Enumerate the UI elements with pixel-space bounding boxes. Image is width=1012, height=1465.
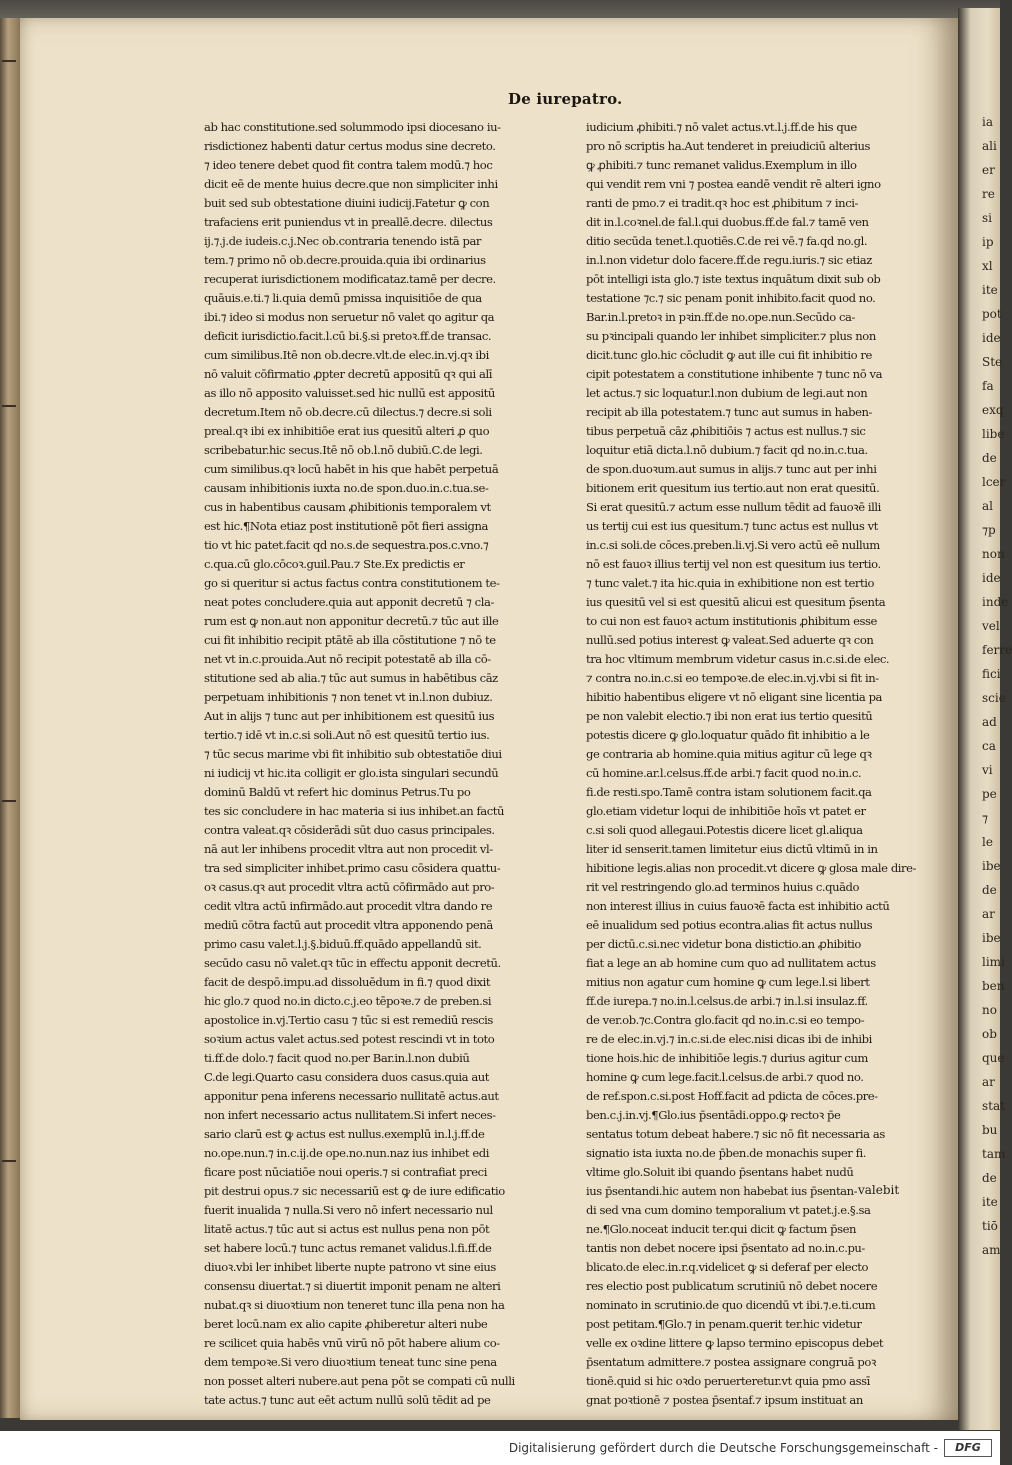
- text-line: quāuis.e.ti.⁊ li.quia demū pmissa inquisitiōe de qua: [204, 291, 482, 305]
- text-line: decretum.Item nō ob.decre.cū dilectus.⁊ decre.si soli: [204, 405, 492, 419]
- text-line: cipit potestatem a constitutione inhibente ⁊ tunc nō va: [586, 367, 883, 381]
- text-line: tate actus.⁊ tunc aut eēt actum nullū solū tēdit ad pe: [204, 1393, 491, 1407]
- text-line: apostolice in.vj.Tertio casu ⁊ tūc si est remediū rescis: [204, 1013, 493, 1027]
- text-line: potestis dicere ꝙ glo.loquatur quādo fit inhibitio a le: [586, 728, 870, 742]
- dfg-logo: DFG: [944, 1439, 992, 1457]
- text-line: diuoꝛ.vbi ler inhibet liberte nupte patrono vt sine eius: [204, 1260, 496, 1274]
- text-line: pit destrui opus.⁊ sic necessariū est ꝙ de iure edificatio: [204, 1184, 505, 1198]
- text-line: de ver.ob.⁊c.Contra glo.facit qd no.in.c.si eo tempo-: [586, 1013, 865, 1027]
- text-line: tra sed simpliciter inhibet.primo casu cōsidera quattu-: [204, 861, 501, 875]
- text-line: ni iudicij vt hic.ita colligit er glo.ista singulari secundū: [204, 766, 499, 780]
- text-line: litatē actus.⁊ tūc aut si actus est nullus pena non pōt: [204, 1222, 490, 1236]
- text-line: su pꝛincipali quando ler inhibet simpliciter.⁊ plus non: [586, 329, 876, 343]
- text-line: pro nō scriptis ha.Aut tenderet in preiudiciū alterius: [586, 139, 870, 153]
- text-line: glo.etiam videtur loqui de inhibitiōe hoīs vt patet er: [586, 804, 866, 818]
- text-line: per dictū.c.si.nec videtur bona distictio.an ꝓhibitio: [586, 937, 861, 951]
- edge-fragment: al: [982, 499, 993, 513]
- text-line: mitius non agatur cum homine ꝙ cum lege.l.si libert: [586, 975, 870, 989]
- text-line: loquitur etiā dicta.l.nō dubium.⁊ facit qd no.in.c.tua.: [586, 443, 868, 457]
- edge-fragment: non: [982, 547, 1005, 561]
- text-line: rit vel restringendo glo.ad terminos huius c.quādo: [586, 880, 860, 894]
- edge-fragment: fa: [982, 379, 994, 393]
- text-line: facit de despō.impu.ad dissoluēdum in fi.⁊ quod dixit: [204, 975, 491, 989]
- text-line: tertio.⁊ idē vt in.c.si soli.Aut nō est quesitū tertio ius.: [204, 728, 490, 742]
- edge-fragment: inde: [982, 595, 1009, 609]
- text-line: sario clarū est ꝙ actus est nullus.exemplū in.l.j.ff.de: [204, 1127, 485, 1141]
- text-line: cus in habentibus causam ꝓhibitionis temporalem vt: [204, 500, 491, 514]
- text-line: testatione ⁊c.⁊ sic penam ponit inhibito.facit quod no.: [586, 291, 876, 305]
- edge-fragment: limi: [982, 955, 1005, 969]
- text-line: dem tempoꝛe.Si vero diuoꝛtium teneat tunc sine pena: [204, 1355, 497, 1369]
- text-line: di sed vna cum domino temporalium vt patet.j.e.§.sa: [586, 1203, 871, 1217]
- text-line: ⁊ tunc valet.⁊ ita hic.quia in exhibitione non est tertio: [586, 576, 874, 590]
- text-line: pōt intelligi ista glo.⁊ iste textus inquātum dixit sub ob: [586, 272, 881, 286]
- left-margin-marks: [2, 60, 16, 1260]
- edge-fragment: ia: [982, 115, 993, 129]
- text-line: buit sed sub obtestatione diuini iudicij.Fatetur ꝙ con: [204, 196, 490, 210]
- edge-fragment: ali: [982, 139, 997, 153]
- text-line: Bar.in.l.pretoꝛ in pꝛin.ff.de no.ope.nun.Secūdo ca-: [586, 310, 855, 324]
- text-line: secūdo casu nō valet.qꝛ tūc in effectu apponit decretū.: [204, 956, 501, 970]
- text-line: soꝛium actus valet actus.sed potest rescindi vt in toto: [204, 1032, 495, 1046]
- text-line: neat potes concludere.quia aut apponit decretū ⁊ cla-: [204, 595, 494, 609]
- right-edge-text-fragments: [982, 110, 1012, 1257]
- text-line: homine ꝙ cum lege.facit.l.celsus.de arbi.⁊ quod no.: [586, 1070, 864, 1084]
- text-line: qui vendit rem vni ⁊ postea eandē vendit rē alteri igno: [586, 177, 881, 191]
- text-line: ⁊ ideo tenere debet quod fit contra talem modū.⁊ hoc: [204, 158, 493, 172]
- text-line: nominato in scrutinio.de quo dicendū vt ibi.⁊.e.ti.cum: [586, 1298, 876, 1312]
- text-line: tem.⁊ primo nō ob.decre.prouida.quia ibi ordinarius: [204, 253, 486, 267]
- text-line: ⁊ tūc secus marime vbi fit inhibitio sub obtestatiōe diui: [204, 747, 502, 761]
- text-line: dit in.l.coꝛnel.de fal.l.qui duobus.ff.de fal.⁊ tamē ven: [586, 215, 869, 229]
- edge-fragment: xl: [982, 259, 993, 273]
- text-line: ficare post nūciatiōe noui operis.⁊ si contrafiat preci: [204, 1165, 487, 1179]
- text-line: fiat a lege an ab homine cum quo ad nullitatem actus: [586, 956, 876, 970]
- text-line: signatio ista iuxta no.de p̄ben.de monachis super fi.: [586, 1146, 866, 1160]
- edge-fragment: pe: [982, 787, 997, 801]
- text-line: causam inhibitionis iuxta no.de spon.duo.in.c.tua.se-: [204, 481, 489, 495]
- text-line: ditio secūda tenet.l.quotiēs.C.de rei vē.⁊ fa.qd no.gl.: [586, 234, 868, 248]
- text-line: set habere locū.⁊ tunc actus remanet validus.l.fi.ff.de: [204, 1241, 492, 1255]
- text-line: no.ope.nun.⁊ in.c.ij.de ope.no.nun.naz ius inhibet edi: [204, 1146, 490, 1160]
- text-line: primo casu valet.l.j.§.biduū.ff.quādo appellandū sit.: [204, 937, 482, 951]
- text-line: perpetuam inhibitionis ⁊ non tenet vt in.l.non dubiuz.: [204, 690, 493, 704]
- text-line: blicato.de elec.in.r.q.videlicet ꝙ si deferaf per electo: [586, 1260, 868, 1274]
- text-line: ius p̄sentandi.hic autem non habebat ius p̄sentan-: [586, 1184, 858, 1198]
- edge-fragment: ben: [982, 979, 1005, 993]
- edge-fragment: ar: [982, 907, 995, 921]
- text-line: ben.c.j.in.vj.¶Glo.ius p̄sentādi.oppo.ꝙ rectoꝛ p̄e: [586, 1108, 841, 1122]
- text-line: in.l.non videtur dolo facere.ff.de regu.iuris.⁊ sic etiaz: [586, 253, 872, 267]
- text-line: tio vt hic patet.facit qd no.s.de sequestra.pos.c.vno.⁊: [204, 538, 489, 552]
- running-title: De iurepatro.: [508, 90, 623, 108]
- text-line: ij.⁊.j.de iudeis.c.j.Nec ob.contraria tenendo istā par: [204, 234, 482, 248]
- text-line: dicit eē de mente huius decre.que non simpliciter inhi: [204, 177, 498, 191]
- edge-fragment: pot: [982, 307, 1002, 321]
- edge-fragment: Ste: [982, 355, 1003, 369]
- text-line: stitutione sed ab alia.⁊ tūc aut sumus in habētibus cāz: [204, 671, 498, 685]
- text-line: liter id senserit.tamen limitetur eius dictū vltimū in in: [586, 842, 878, 856]
- text-line: nullū.sed potius interest ꝙ valeat.Sed aduerte qꝛ con: [586, 633, 874, 647]
- text-line: c.si soli quod allegaui.Potestis dicere licet gl.aliqua: [586, 823, 863, 837]
- edge-fragment: am: [982, 1243, 1001, 1257]
- text-line: non posset alteri nubere.aut pena pōt se compati cū nulli: [204, 1374, 515, 1388]
- edge-fragment: ⁊: [982, 811, 988, 825]
- edge-fragment: er: [982, 163, 995, 177]
- text-line: est hic.¶Nota etiaz post institutionē pōt fieri assigna: [204, 519, 488, 533]
- text-line: ne.¶Glo.noceat inducit ter.qui dicit ꝙ factum p̄sen: [586, 1222, 857, 1236]
- text-line: p̄sentatum admittere.⁊ postea assignare congruā poꝛ: [586, 1355, 876, 1369]
- text-line: beret locū.nam ex alio capite ꝓhiberetur alteri nube: [204, 1317, 488, 1331]
- edge-fragment: ide: [982, 331, 1001, 345]
- edge-fragment: le: [982, 835, 993, 849]
- text-line: re scilicet quia habēs vnū virū nō pōt habere alium co-: [204, 1336, 500, 1350]
- text-line: dicit.tunc glo.hic cōcludit ꝙ aut ille cui fit inhibitio re: [586, 348, 872, 362]
- text-line: net vt in.c.prouida.Aut nō recipit potestatē ab illa cō-: [204, 652, 491, 666]
- edge-fragment: de: [982, 451, 997, 465]
- text-line: deficit iurisdictio.facit.l.cū bi.§.si pretoꝛ.ff.de transac.: [204, 329, 492, 343]
- text-line: nā aut ler inhibens procedit vltra aut non procedit vl-: [204, 842, 493, 856]
- edge-fragment: ar: [982, 1075, 995, 1089]
- text-line: contra valeat.qꝛ cōsiderādi sūt duo casus principales.: [204, 823, 495, 837]
- text-line: scribebatur.hic secus.Itē nō ob.l.nō dubiū.C.de legi.: [204, 443, 483, 457]
- text-line: hibitione legis.alias non procedit.vt dicere ꝙ glosa male dire-: [586, 861, 917, 875]
- text-line: re de elec.in.vj.⁊ in.c.si.de elec.nisi dicas ibi de inhibi: [586, 1032, 872, 1046]
- right-text-column: [586, 118, 926, 1410]
- edge-fragment: que: [982, 1051, 1005, 1065]
- text-line: C.de legi.Quarto casu considera duos casus.quia aut: [204, 1070, 490, 1084]
- text-line: ab hac constitutione.sed solummodo ipsi diocesano iu-: [204, 120, 501, 134]
- edge-fragment: ad: [982, 715, 997, 729]
- text-line: de spon.duoꝛum.aut sumus in alijs.⁊ tunc aut per inhi: [586, 462, 877, 476]
- text-line: tibus perpetuā cāz ꝓhibitiōis ⁊ actus est nullus.⁊ sic: [586, 424, 866, 438]
- text-line: non infert necessario actus nullitatem.Si infert neces-: [204, 1108, 496, 1122]
- edge-fragment: ip: [982, 235, 994, 249]
- text-line: cū homine.ar.l.celsus.ff.de arbi.⁊ facit quod no.in.c.: [586, 766, 862, 780]
- text-line: oꝛ casus.qꝛ aut procedit vltra actū cōfirmādo aut pro-: [204, 880, 495, 894]
- text-line: Aut in alijs ⁊ tunc aut per inhibitionem est quesitū ius: [204, 709, 495, 723]
- edge-fragment: ibe: [982, 931, 1001, 945]
- text-line: tionē.quid si hic oꝛdo peruerteretur.vt quia pmo assī: [586, 1374, 870, 1388]
- funding-notice: Digitalisierung gefördert durch die Deutsche Forschungsgemeinschaft -: [508, 1441, 938, 1455]
- text-line: to cui non est fauoꝛ actum institutionis ꝓhibitum esse: [586, 614, 877, 628]
- edge-fragment: ite: [982, 1195, 998, 1209]
- edge-fragment: scie: [982, 691, 1006, 705]
- text-line: hibitio habentibus eligere vt nō eligant sine licentia pa: [586, 690, 883, 704]
- edge-fragment: re: [982, 187, 995, 201]
- text-line: ranti de pmo.⁊ ei tradit.qꝛ hoc est ꝓhibitum ⁊ inci-: [586, 196, 858, 210]
- edge-fragment: de: [982, 883, 997, 897]
- edge-fragment: de: [982, 1171, 997, 1185]
- text-line: ibi.⁊ ideo si modus non seruetur nō valet qo agitur qa: [204, 310, 495, 324]
- text-line: consensu diuertat.⁊ si diuertit imponit penam ne alteri: [204, 1279, 501, 1293]
- edge-fragment: tiō: [982, 1219, 998, 1233]
- text-line: cui fit inhibitio recipit ptātē ab illa cōstitutione ⁊ nō te: [204, 633, 496, 647]
- edge-fragment: no: [982, 1003, 997, 1017]
- text-line: tes sic concludere in hac materia si ius inhibet.an factū: [204, 804, 505, 818]
- text-line: iudicium ꝓhibiti.⁊ nō valet actus.vt.l.j.ff.de his que: [586, 120, 857, 134]
- text-line: Si erat quesitū.⁊ actum esse nullum tēdit ad fauoꝛē illi: [586, 500, 881, 514]
- text-line: bitionem erit quesitum ius tertio.aut non erat quesitū.: [586, 481, 880, 495]
- edge-fragment: tam: [982, 1147, 1006, 1161]
- text-line: us tertij cui est ius quesitum.⁊ tunc actus est nullus vt: [586, 519, 878, 533]
- left-text-column: [204, 118, 544, 1410]
- text-line: ius quesitū vel si est quesitū alicui est quesitum p̄senta: [586, 595, 886, 609]
- edge-fragment: ca: [982, 739, 996, 753]
- text-line: vltime glo.Soluit ibi quando p̄sentans habet nudū: [586, 1165, 854, 1179]
- text-line: velle ex oꝛdine littere ꝙ lapso termino episcopus debet: [586, 1336, 884, 1350]
- text-line: ff.de iurepa.⁊ no.in.l.celsus.de arbi.⁊ in.l.si insulaz.ff.: [586, 994, 868, 1008]
- text-line: cum similibus.Itē non ob.decre.vlt.de elec.in.vj.qꝛ ibi: [204, 348, 489, 362]
- digitization-footer: [0, 1431, 1000, 1465]
- edge-fragment: vel: [982, 619, 1000, 633]
- text-line: in.c.si soli.de cōces.preben.li.vj.Si vero actū eē nullum: [586, 538, 880, 552]
- catchword: valebit: [858, 1183, 900, 1197]
- text-line: recuperat iurisdictionem modificataz.tamē per decre.: [204, 272, 496, 286]
- text-line: let actus.⁊ sic loquatur.l.non dubium de legi.aut non: [586, 386, 868, 400]
- edge-fragment: ide: [982, 571, 1001, 585]
- text-line: nubat.qꝛ si diuoꝛtium non teneret tunc illa pena non ha: [204, 1298, 505, 1312]
- text-line: pe non valebit electio.⁊ ibi non erat ius tertio quesitū: [586, 709, 873, 723]
- text-line: sentatus totum debeat habere.⁊ sic nō fit necessaria as: [586, 1127, 885, 1141]
- edge-fragment: ferre: [982, 643, 1012, 657]
- edge-fragment: fici: [982, 667, 1001, 681]
- edge-fragment: stat: [982, 1099, 1005, 1113]
- edge-fragment: libe: [982, 427, 1005, 441]
- text-line: post petitam.¶Glo.⁊ in penam.querit ter.hic videtur: [586, 1317, 862, 1331]
- text-line: ti.ff.de dolo.⁊ facit quod no.per Bar.in.l.non dubiū: [204, 1051, 470, 1065]
- text-line: fuerit inualida ⁊ nulla.Si vero nō infert necessario nul: [204, 1203, 493, 1217]
- edge-fragment: bu: [982, 1123, 998, 1137]
- text-line: cedit vltra actū infirmādo.aut procedit vltra dando re: [204, 899, 493, 913]
- text-line: fi.de resti.spo.Tamē contra istam solutionem facit.qa: [586, 785, 872, 799]
- text-line: mediū cōtra factū aut procedit vltra apponendo penā: [204, 918, 493, 932]
- text-line: c.qua.cū glo.cōcoꝛ.guil.Pau.⁊ Ste.Ex predictis er: [204, 557, 465, 571]
- text-line: go si queritur si actus factus contra constitutionem te-: [204, 576, 500, 590]
- text-line: rum est ꝙ non.aut non apponitur decretū.⁊ tūc aut ille: [204, 614, 499, 628]
- text-line: tra hoc vltimum membrum videtur casus in.c.si.de elec.: [586, 652, 890, 666]
- text-line: res electio post publicatum scrutiniū nō debet nocere: [586, 1279, 878, 1293]
- edge-fragment: ob: [982, 1027, 997, 1041]
- text-line: ge contraria ab homine.quia mitius agitur cū lege qꝛ: [586, 747, 872, 761]
- text-line: gnat poꝛtionē ⁊ postea p̄sentaf.⁊ ipsum instituat an: [586, 1393, 863, 1407]
- text-line: apponitur pena inferens necessario nullitatē actus.aut: [204, 1089, 499, 1103]
- edge-fragment: ibe: [982, 859, 1001, 873]
- text-line: trafaciens erit puniendus vt in preallē.decre. dilectus: [204, 215, 493, 229]
- text-line: recipit ab illa potestatem.⁊ tunc aut sumus in haben-: [586, 405, 872, 419]
- text-line: as illo nō apposito valuisset.sed hic nullū est appositū: [204, 386, 495, 400]
- text-line: eē inualidum sed potius econtra.alias fit actus nullus: [586, 918, 873, 932]
- edge-fragment: si: [982, 211, 992, 225]
- text-line: preal.qꝛ ibi ex inhibitiōe erat ius quesitū alteri ꝓ quo: [204, 424, 490, 438]
- edge-fragment: lcer: [982, 475, 1006, 489]
- text-line: ꝙ ꝓhibiti.⁊ tunc remanet validus.Exemplum in illo: [586, 158, 857, 172]
- text-line: risdictionez habenti datur certus modus sine decreto.: [204, 139, 496, 153]
- text-line: ⁊ contra no.in.c.si eo tempoꝛe.de elec.in.vj.vbi si fit in-: [586, 671, 879, 685]
- text-line: nō est fauoꝛ illius tertij vel non est quesitum ius tertio.: [586, 557, 881, 571]
- text-line: nō valuit cōfirmatio ꝓpter decretū appositū qꝛ qui alī: [204, 367, 493, 381]
- text-line: cum similibus.qꝛ locū habēt in his que habēt perpetuā: [204, 462, 499, 476]
- edge-fragment: vi: [982, 763, 993, 777]
- text-line: hic glo.⁊ quod no.in dicto.c.j.eo tēpoꝛe.⁊ de preben.si: [204, 994, 492, 1008]
- edge-fragment: ite: [982, 283, 998, 297]
- edge-fragment: ⁊p: [982, 523, 996, 537]
- text-line: tione hois.hic de inhibitiōe legis.⁊ durius agitur cum: [586, 1051, 868, 1065]
- text-line: dominū Baldū vt refert hic dominus Petrus.Tu po: [204, 785, 471, 799]
- text-line: non interest illius in cuius fauoꝛē facta est inhibitio actū: [586, 899, 890, 913]
- text-line: de ref.spon.c.si.post Hoff.facit ad pdicta de cōces.pre-: [586, 1089, 878, 1103]
- text-line: tantis non debet nocere ipsi p̄sentato ad no.in.c.pu-: [586, 1241, 865, 1255]
- edge-fragment: exq: [982, 403, 1004, 417]
